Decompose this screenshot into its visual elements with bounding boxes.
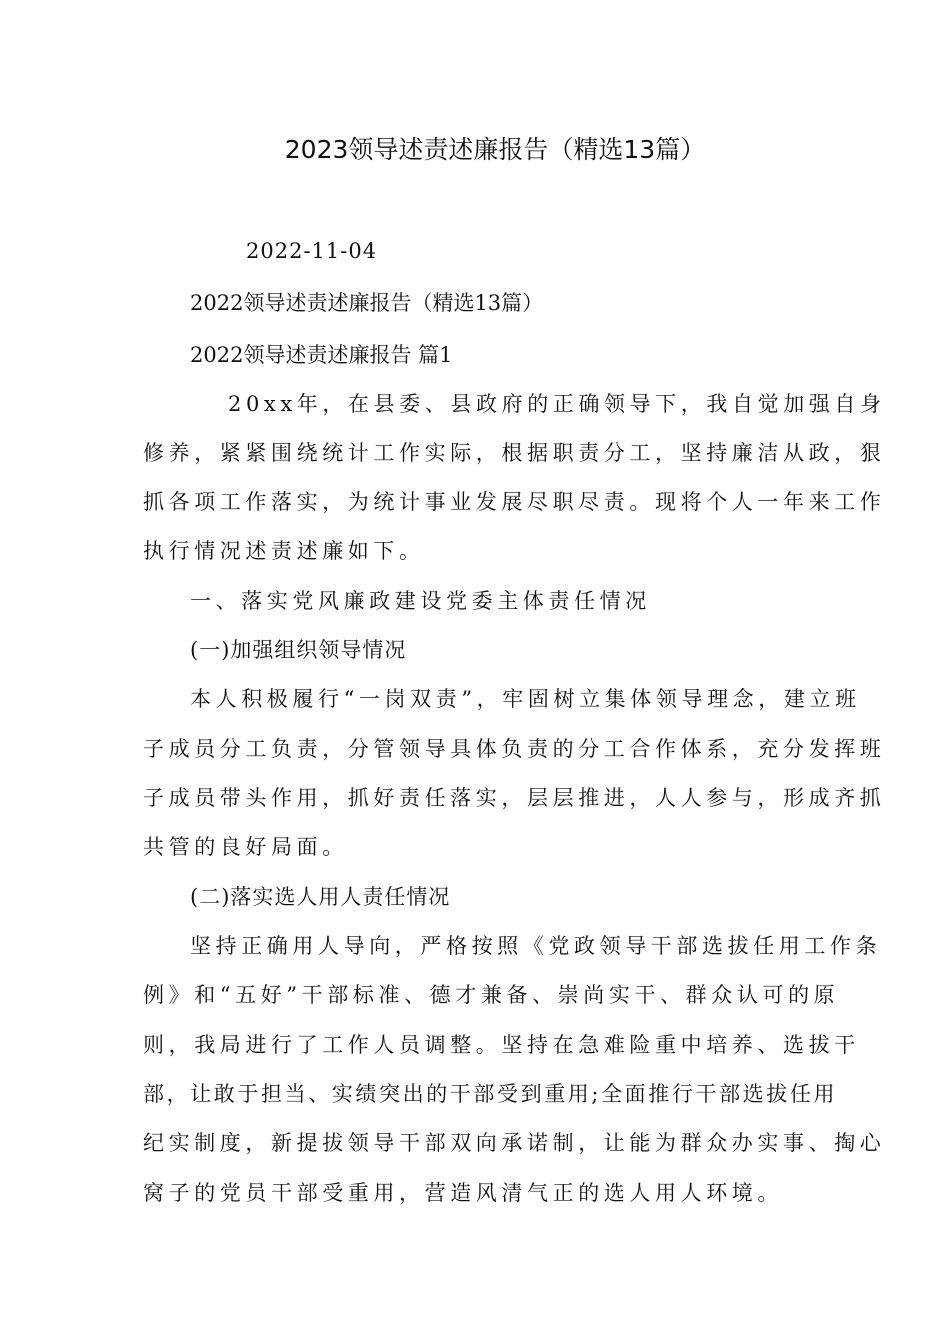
document-subtitle: 2022领导述责述廉报告（精选13篇） (190, 291, 544, 315)
section-1-heading: 一、落实党风廉政建设党委主体责任情况 (190, 589, 651, 613)
subsection-1-line-2: 子成员分工负责，分管领导具体负责的分工合作体系，充分发挥班 (143, 737, 886, 761)
subsection-2-heading: (二)落实选人用人责任情况 (190, 885, 451, 909)
document-title: 2023领导述责述廉报告（精选13篇） (284, 135, 706, 164)
subsection-1-heading: (一)加强组织领导情况 (190, 638, 407, 662)
document-date: 2022-11-04 (246, 239, 378, 263)
subsection-2-line-5: 纪实制度，新提拔领导干部双向承诺制，让能为群众办实事、掏心 (143, 1131, 886, 1155)
intro-line-1: 20xx年，在县委、县政府的正确领导下，我自觉加强自身 (228, 392, 886, 416)
subsection-2-line-6: 窝子的党员干部受重用，营造风清气正的选人用人环境。 (143, 1181, 783, 1205)
subsection-1-line-4: 共管的良好局面。 (143, 835, 348, 859)
subsection-1-line-3: 子成员带头作用，抓好责任落实，层层推进，人人参与，形成齐抓 (143, 786, 886, 810)
intro-line-2: 修养，紧紧围绕统计工作实际，根据职责分工，坚持廉洁从政，狠 (143, 441, 886, 465)
intro-line-4: 执行情况述责述廉如下。 (143, 539, 425, 563)
intro-line-3: 抓各项工作落实，为统计事业发展尽职尽责。现将个人一年来工作 (143, 490, 886, 514)
subsection-2-line-1: 坚持正确用人导向，严格按照《党政领导干部选拔任用工作条 (190, 934, 882, 958)
article-heading: 2022领导述责述廉报告 篇1 (190, 343, 453, 367)
subsection-2-line-3: 则，我局进行了工作人员调整。坚持在急难险重中培养、选拔干 (143, 1033, 860, 1057)
subsection-2-line-2: 例》和“五好”干部标准、德才兼备、崇尚实干、群众认可的原 (143, 983, 840, 1007)
subsection-1-line-1: 本人积极履行“一岗双责”，牢固树立集体领导理念，建立班 (190, 687, 861, 711)
subsection-2-line-4: 部，让敢于担当、实绩突出的干部受到重用;全面推行干部选拔任用 (143, 1082, 838, 1106)
